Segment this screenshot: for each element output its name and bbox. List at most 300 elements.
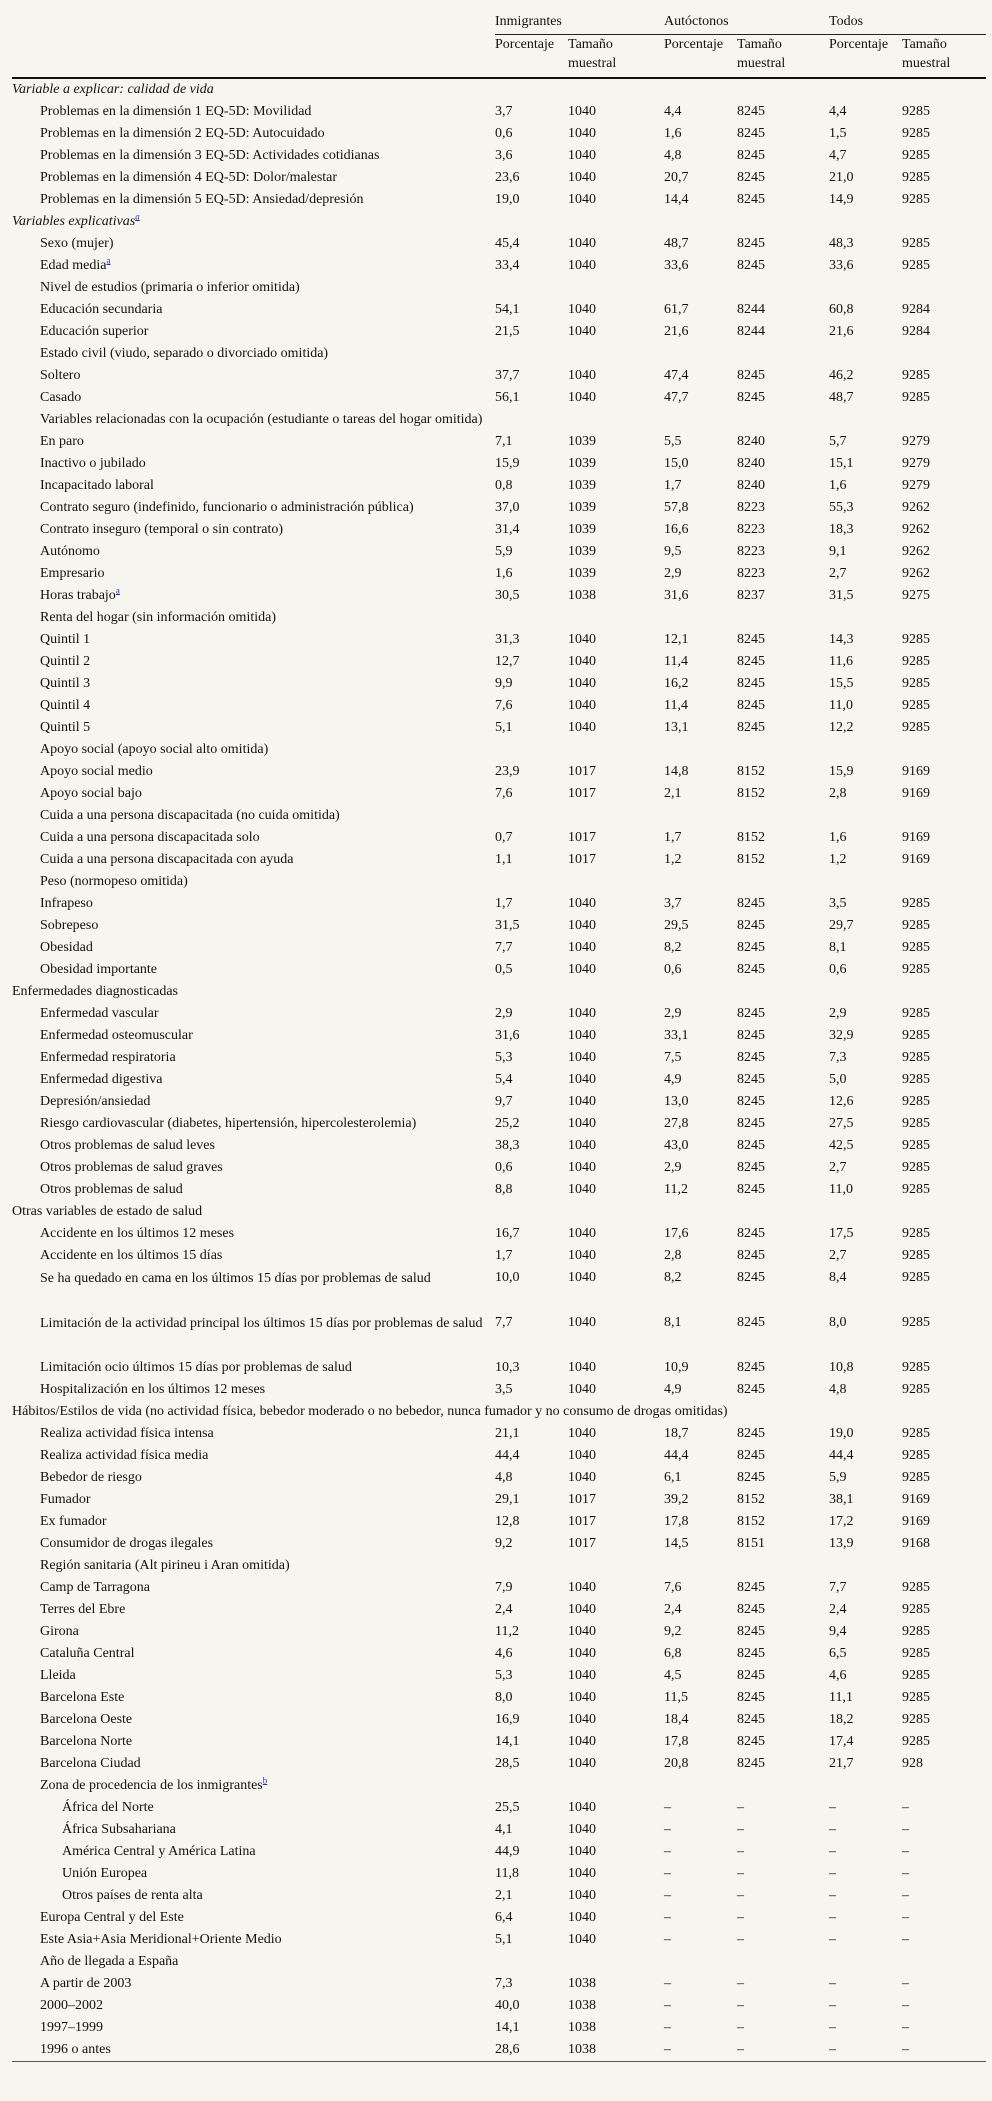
cell-autoctonos-pct: 18,4	[664, 1712, 689, 1727]
cell-todos-pct: 17,5	[829, 1226, 854, 1241]
cell-autoctonos-n: 8245	[737, 148, 765, 163]
cell-autoctonos-pct: 0,6	[664, 962, 682, 977]
cell-todos-pct: 4,7	[829, 148, 847, 163]
cell-autoctonos-n: 8240	[737, 456, 765, 471]
cell-autoctonos-pct	[664, 1775, 737, 1797]
cell-todos-n: 9285	[902, 1006, 930, 1021]
cell-inmigrantes-pct: 4,1	[495, 1822, 513, 1837]
row-label-text: Estado civil (viudo, separado o divorciado omitida)	[40, 346, 329, 361]
row-label	[12, 78, 495, 101]
cell-autoctonos-pct: 48,7	[664, 236, 689, 251]
cell-todos-pct: 8,1	[829, 940, 847, 955]
cell-autoctonos-n: 8245	[737, 390, 765, 405]
cell-autoctonos-pct	[664, 739, 737, 761]
row-label	[12, 1621, 495, 1643]
cell-todos-pct: 38,1	[829, 1492, 854, 1507]
cell-todos-pct	[829, 805, 902, 827]
cell-inmigrantes-pct: 1,1	[495, 852, 513, 867]
row-label-text: Educación superior	[40, 324, 149, 339]
cell-inmigrantes-pct: 28,6	[495, 2039, 568, 2062]
cell-autoctonos-n: 8152	[737, 1514, 765, 1529]
cell-autoctonos-n: –	[737, 1888, 744, 1903]
cell-autoctonos-pct: 2,1	[664, 786, 682, 801]
row-label-text: Apoyo social bajo	[40, 786, 142, 801]
cell-todos-n: 9285	[902, 676, 930, 691]
footnote-link[interactable]: b	[262, 1775, 268, 1786]
row-label	[12, 805, 495, 827]
cell-autoctonos-n	[737, 343, 829, 365]
cell-todos-n: 9285	[902, 1646, 930, 1661]
cell-todos-pct: 14,9	[829, 192, 854, 207]
cell-todos-pct: 21,7	[829, 1756, 854, 1771]
cell-todos-pct: 55,3	[829, 500, 854, 515]
data-row	[12, 937, 986, 959]
data-row	[12, 1511, 986, 1533]
cell-inmigrantes-n: 1040	[568, 698, 596, 713]
cell-todos-n: 9169	[902, 1514, 930, 1529]
row-label	[12, 1951, 495, 1973]
cell-inmigrantes-pct: 21,5	[495, 324, 520, 339]
cell-inmigrantes-n: 1040	[568, 236, 596, 251]
cell-todos-pct: 7,3	[829, 1050, 847, 1065]
cell-autoctonos-n: 8245	[737, 1094, 765, 1109]
cell-todos-n	[902, 211, 986, 233]
cell-autoctonos-n: 8245	[737, 1116, 765, 1131]
cell-inmigrantes-pct: 5,3	[495, 1668, 513, 1683]
cell-inmigrantes-pct: 5,1	[495, 1932, 513, 1947]
cell-inmigrantes-pct: 7,6	[495, 698, 513, 713]
row-label-text: Cuida a una persona discapacitada solo	[40, 830, 260, 845]
cell-inmigrantes-n: 1040	[568, 1426, 596, 1441]
cell-todos-pct: 2,7	[829, 1248, 847, 1263]
cell-autoctonos-n: –	[737, 1932, 744, 1947]
cell-inmigrantes-pct: 28,5	[495, 1756, 520, 1771]
cell-inmigrantes-n	[568, 1555, 664, 1577]
header-group-row	[12, 10, 986, 35]
cell-autoctonos-n	[737, 1201, 829, 1223]
row-label-text: Otras variables de estado de salud	[12, 1204, 203, 1219]
cell-inmigrantes-pct: 40,0	[495, 1998, 520, 2013]
cell-inmigrantes-n: 1039	[568, 544, 596, 559]
row-label-text: Problemas en la dimensión 4 EQ-5D: Dolor/malestar	[40, 170, 338, 185]
cell-inmigrantes-pct	[495, 739, 568, 761]
row-label-text: Barcelona Este	[40, 1690, 125, 1705]
cell-autoctonos-pct	[664, 1951, 737, 1973]
row-label	[12, 167, 495, 189]
data-row	[12, 1643, 986, 1665]
cell-todos-pct: 27,5	[829, 1116, 854, 1131]
data-row	[12, 1599, 986, 1621]
cell-inmigrantes-pct	[495, 1555, 568, 1577]
cell-autoctonos-pct: –	[664, 1976, 671, 1991]
cell-inmigrantes-pct: 7,9	[495, 1580, 513, 1595]
row-label	[12, 673, 495, 695]
data-row	[12, 1135, 986, 1157]
cell-autoctonos-n: 8245	[737, 1448, 765, 1463]
cell-inmigrantes-pct	[495, 78, 568, 101]
cell-autoctonos-n: 8245	[737, 258, 765, 273]
row-label	[12, 1775, 495, 1797]
cell-todos-pct: 48,3	[829, 236, 854, 251]
cell-autoctonos-pct: 33,6	[664, 258, 689, 273]
cell-inmigrantes-pct: 44,9	[495, 1844, 520, 1859]
row-label	[12, 343, 495, 365]
cell-todos-pct: 9,1	[829, 544, 847, 559]
cell-todos-pct: 48,7	[829, 390, 854, 405]
cell-inmigrantes-pct	[495, 343, 568, 365]
cell-inmigrantes-pct: 11,8	[495, 1866, 519, 1881]
cell-inmigrantes-pct: 4,8	[495, 1470, 513, 1485]
row-label-text: Quintil 5	[40, 720, 91, 735]
row-label-text: Enfermedad osteomuscular	[40, 1028, 193, 1043]
cell-autoctonos-pct: 17,8	[664, 1514, 689, 1529]
row-label-text: Incapacitado laboral	[40, 478, 154, 493]
cell-autoctonos-n: 8245	[737, 368, 765, 383]
cell-autoctonos-pct: 13,1	[664, 720, 689, 735]
cell-todos-n: –	[902, 1910, 909, 1925]
row-label-text: Accidente en los últimos 12 meses	[40, 1226, 235, 1241]
cell-autoctonos-pct	[664, 211, 737, 233]
cell-inmigrantes-n	[568, 805, 664, 827]
cell-autoctonos-pct: 4,4	[664, 104, 682, 119]
row-label-text: Girona	[40, 1624, 79, 1639]
cell-autoctonos-n: 8244	[737, 324, 765, 339]
cell-todos-pct	[829, 277, 902, 299]
cell-todos-pct: 11,1	[829, 1690, 853, 1705]
row-label	[12, 1312, 495, 1357]
cell-todos-n	[902, 1201, 986, 1223]
cell-inmigrantes-n: 1040	[568, 1668, 596, 1683]
row-label-text: 1996 o antes	[40, 2042, 111, 2057]
cell-autoctonos-pct: 33,1	[664, 1028, 689, 1043]
row-label	[12, 937, 495, 959]
row-label	[12, 1577, 495, 1599]
row-label	[12, 387, 495, 409]
cell-autoctonos-n	[737, 1401, 829, 1423]
cell-inmigrantes-pct	[495, 277, 568, 299]
data-row	[12, 2039, 986, 2062]
cell-autoctonos-pct: –	[664, 1844, 671, 1859]
cell-autoctonos-n	[737, 1775, 829, 1797]
cell-inmigrantes-pct: 15,9	[495, 456, 520, 471]
cell-inmigrantes-pct	[495, 871, 568, 893]
cell-autoctonos-n: 8245	[737, 1712, 765, 1727]
row-label	[12, 431, 495, 453]
cell-inmigrantes-pct: 5,3	[495, 1050, 513, 1065]
row-label-text: Problemas en la dimensión 3 EQ-5D: Actividades cotidianas	[40, 148, 380, 163]
row-label	[12, 475, 495, 497]
data-row	[12, 1687, 986, 1709]
cell-inmigrantes-n: 1040	[568, 170, 596, 185]
cell-inmigrantes-pct: 37,0	[495, 500, 520, 515]
cell-inmigrantes-pct: 16,7	[495, 1226, 520, 1241]
cell-todos-n: 9285	[902, 1712, 930, 1727]
cell-inmigrantes-pct: 9,2	[495, 1536, 513, 1551]
cell-todos-n: 9285	[902, 1028, 930, 1043]
cell-inmigrantes-n: 1040	[568, 1226, 596, 1241]
cell-autoctonos-pct: 6,8	[664, 1646, 682, 1661]
cell-todos-pct: 2,8	[829, 786, 847, 801]
cell-autoctonos-pct: 4,9	[664, 1072, 682, 1087]
cell-inmigrantes-pct: 6,4	[495, 1910, 513, 1925]
row-label-text: Este Asia+Asia Meridional+Oriente Medio	[40, 1932, 282, 1947]
cell-autoctonos-pct: 47,7	[664, 390, 689, 405]
cell-inmigrantes-pct: 0,8	[495, 478, 513, 493]
cell-todos-n: –	[902, 1998, 909, 2013]
cell-todos-pct: 17,4	[829, 1734, 854, 1749]
cell-autoctonos-pct: 31,6	[664, 588, 689, 603]
cell-autoctonos-n: 8245	[737, 1734, 765, 1749]
cell-todos-pct: 14,3	[829, 632, 854, 647]
row-label	[12, 101, 495, 123]
data-row	[12, 1113, 986, 1135]
row-label-text: Depresión/ansiedad	[40, 1094, 151, 1109]
data-row	[12, 1423, 986, 1445]
row-label-text: Sobrepeso	[40, 918, 99, 933]
cell-inmigrantes-n: 1040	[568, 1756, 596, 1771]
row-label-text: Edad media	[40, 258, 107, 273]
cell-todos-pct: 11,0	[829, 1182, 853, 1197]
cell-todos-n: 9285	[902, 1160, 930, 1175]
cell-todos-n: 9285	[902, 896, 930, 911]
cell-inmigrantes-n: 1038	[568, 1976, 596, 1991]
footnote-link[interactable]: a	[135, 211, 140, 222]
cell-todos-n	[902, 277, 986, 299]
data-row	[12, 1069, 986, 1091]
data-row	[12, 1995, 986, 2017]
cell-todos-n: 9285	[902, 1182, 930, 1197]
row-label-text: Hábitos/Estilos de vida (no actividad física, bebedor moderado o no bebedor, nunca fumador y no consumo de drogas omitidas)	[12, 1404, 728, 1419]
header-porcentaje: Porcentaje	[664, 35, 737, 79]
row-label-text: Barcelona Ciudad	[40, 1756, 141, 1771]
row-label	[12, 409, 495, 431]
category-row	[12, 277, 986, 299]
cell-inmigrantes-n: 1040	[568, 104, 596, 119]
cell-todos-n	[902, 409, 986, 431]
cell-autoctonos-pct: 14,8	[664, 764, 689, 779]
cell-todos-n: 9285	[902, 192, 930, 207]
row-label-text: Limitación de la actividad principal los últimos 15 días por problemas de salud	[40, 1316, 483, 1331]
data-row	[12, 167, 986, 189]
cell-inmigrantes-n: 1040	[568, 1932, 596, 1947]
cell-inmigrantes-n: 1040	[568, 918, 596, 933]
cell-todos-n: 9168	[902, 1536, 930, 1551]
cell-inmigrantes-pct: 14,1	[495, 2020, 520, 2035]
cell-inmigrantes-n: 1040	[568, 258, 596, 273]
cell-autoctonos-n: 8245	[737, 1470, 765, 1485]
cell-todos-n: –	[902, 1932, 909, 1947]
header-porcentaje: Porcentaje	[495, 35, 568, 79]
cell-autoctonos-n: 8245	[737, 1028, 765, 1043]
data-row	[12, 1003, 986, 1025]
cell-autoctonos-n: –	[737, 1910, 744, 1925]
cell-inmigrantes-n: 1040	[568, 1072, 596, 1087]
row-label-text: Inactivo o jubilado	[40, 456, 146, 471]
cell-inmigrantes-n: 1040	[568, 1844, 596, 1859]
row-label-text: Renta del hogar (sin información omitida)	[40, 610, 276, 625]
row-label	[12, 1599, 495, 1621]
cell-todos-n	[902, 739, 986, 761]
cell-todos-pct: 2,7	[829, 1160, 847, 1175]
cell-autoctonos-n	[737, 1555, 829, 1577]
cell-todos-pct: 2,9	[829, 1006, 847, 1021]
cell-todos-n: 9279	[902, 456, 930, 471]
cell-autoctonos-pct: 13,0	[664, 1094, 689, 1109]
cell-todos-pct	[829, 1201, 902, 1223]
data-row	[12, 827, 986, 849]
header-blank	[12, 10, 495, 35]
cell-autoctonos-n: 8245	[737, 1360, 765, 1375]
row-label	[12, 1379, 495, 1401]
cell-autoctonos-n: 8245	[737, 1382, 765, 1397]
cell-inmigrantes-n	[568, 211, 664, 233]
cell-inmigrantes-pct: 11,2	[495, 1624, 519, 1639]
cell-todos-n: 9285	[902, 918, 930, 933]
cell-todos-pct: 10,8	[829, 1360, 854, 1375]
cell-autoctonos-pct: 7,6	[664, 1580, 682, 1595]
cell-todos-pct: 31,5	[829, 588, 854, 603]
cell-todos-pct: 5,7	[829, 434, 847, 449]
category-row	[12, 1555, 986, 1577]
cell-inmigrantes-pct: 1,7	[495, 1248, 513, 1263]
section-row	[12, 211, 986, 233]
header-tamano-line1: Tamaño	[737, 37, 782, 52]
category-row	[12, 409, 986, 431]
row-label-text: Realiza actividad física media	[40, 1448, 209, 1463]
cell-autoctonos-pct: 1,7	[664, 830, 682, 845]
cell-autoctonos-n: 8245	[737, 1646, 765, 1661]
cell-autoctonos-n: 8245	[737, 1006, 765, 1021]
row-label	[12, 1665, 495, 1687]
row-label	[12, 1753, 495, 1775]
header-group-todos: Todos	[829, 10, 986, 35]
cell-inmigrantes-pct: 0,5	[495, 962, 513, 977]
cell-inmigrantes-pct: 14,1	[495, 1734, 520, 1749]
cell-inmigrantes-n	[568, 343, 664, 365]
cell-todos-n: 9285	[902, 940, 930, 955]
cell-todos-n: 9262	[902, 544, 930, 559]
cell-autoctonos-pct: –	[664, 1822, 671, 1837]
row-label	[12, 1863, 495, 1885]
cell-inmigrantes-pct: 5,4	[495, 1072, 513, 1087]
data-row	[12, 365, 986, 387]
data-row	[12, 1047, 986, 1069]
row-label	[12, 541, 495, 563]
row-label-text: Sexo (mujer)	[40, 236, 114, 251]
cell-inmigrantes-n: 1017	[568, 1492, 596, 1507]
cell-inmigrantes-n	[568, 739, 664, 761]
data-row	[12, 1445, 986, 1467]
cell-autoctonos-pct: 8,2	[664, 940, 682, 955]
cell-inmigrantes-n: 1040	[568, 962, 596, 977]
data-row	[12, 1489, 986, 1511]
cell-todos-n: 9285	[902, 236, 930, 251]
cell-autoctonos-pct: 1,6	[664, 126, 682, 141]
cell-todos-pct: 8,4	[829, 1270, 847, 1285]
data-row	[12, 651, 986, 673]
data-row	[12, 1179, 986, 1201]
cell-inmigrantes-pct	[495, 1201, 568, 1223]
cell-autoctonos-pct: 2,9	[664, 1160, 682, 1175]
row-label-text: Enfermedad vascular	[40, 1006, 159, 1021]
data-row	[12, 1157, 986, 1179]
data-row	[12, 1379, 986, 1401]
cell-autoctonos-n: 8245	[737, 192, 765, 207]
cell-autoctonos-pct: 7,5	[664, 1050, 682, 1065]
data-row	[12, 1863, 986, 1885]
cell-autoctonos-n: 8245	[737, 1426, 765, 1441]
cell-inmigrantes-pct: 25,5	[495, 1800, 520, 1815]
row-label	[12, 1135, 495, 1157]
cell-autoctonos-pct	[664, 409, 737, 431]
cell-inmigrantes-n: 1040	[568, 632, 596, 647]
cell-inmigrantes-pct: 31,6	[495, 1028, 520, 1043]
cell-autoctonos-pct: –	[664, 1800, 671, 1815]
row-label	[12, 1929, 495, 1951]
data-row	[12, 1709, 986, 1731]
row-label-text: Ex fumador	[40, 1514, 107, 1529]
cell-todos-pct: 9,4	[829, 1624, 847, 1639]
row-label	[12, 1113, 495, 1135]
row-label-text: Horas trabajo	[40, 588, 116, 603]
cell-inmigrantes-pct: 25,2	[495, 1116, 520, 1131]
row-label-text: Soltero	[40, 368, 81, 383]
cell-autoctonos-n: 8245	[737, 1248, 765, 1263]
cell-autoctonos-n: 8245	[737, 940, 765, 955]
row-label-text: Empresario	[40, 566, 105, 581]
row-label	[12, 189, 495, 211]
cell-todos-n: 9285	[902, 1116, 930, 1131]
cell-todos-n: –	[902, 1976, 909, 1991]
data-row	[12, 893, 986, 915]
data-row	[12, 959, 986, 981]
data-row	[12, 1841, 986, 1863]
cell-inmigrantes-n: 1038	[568, 1998, 596, 2013]
cell-inmigrantes-n: 1017	[568, 830, 596, 845]
cell-todos-n: 9285	[902, 1248, 930, 1263]
cell-inmigrantes-n: 1040	[568, 1624, 596, 1639]
cell-inmigrantes-pct: 12,7	[495, 654, 520, 669]
cell-inmigrantes-n: 1017	[568, 852, 596, 867]
footnote-link[interactable]: a	[106, 255, 111, 266]
cell-inmigrantes-pct: 8,0	[495, 1690, 513, 1705]
cell-autoctonos-pct: 4,9	[664, 1382, 682, 1397]
cell-inmigrantes-n: 1040	[568, 1382, 596, 1397]
data-row	[12, 497, 986, 519]
cell-autoctonos-pct: 8,1	[664, 1315, 682, 1330]
data-row	[12, 145, 986, 167]
cell-todos-n: 9285	[902, 1382, 930, 1397]
cell-todos-n: 9169	[902, 830, 930, 845]
footnote-link[interactable]: a	[115, 585, 120, 596]
cell-inmigrantes-pct: 31,5	[495, 918, 520, 933]
row-label-text: Problemas en la dimensión 1 EQ-5D: Movilidad	[40, 104, 312, 119]
cell-todos-n: 9285	[902, 720, 930, 735]
row-label	[12, 651, 495, 673]
cell-autoctonos-n	[737, 981, 829, 1003]
cell-todos-pct: 2,4	[829, 1602, 847, 1617]
row-label	[12, 1797, 495, 1819]
cell-inmigrantes-n: 1040	[568, 1006, 596, 1021]
cell-todos-n: 9285	[902, 1315, 930, 1330]
data-row	[12, 1753, 986, 1775]
cell-inmigrantes-pct: 37,7	[495, 368, 520, 383]
cell-inmigrantes-n: 1040	[568, 1470, 596, 1485]
data-row	[12, 1223, 986, 1245]
cell-todos-n: 9285	[902, 1624, 930, 1639]
data-row	[12, 453, 986, 475]
cell-autoctonos-pct: 16,2	[664, 676, 689, 691]
